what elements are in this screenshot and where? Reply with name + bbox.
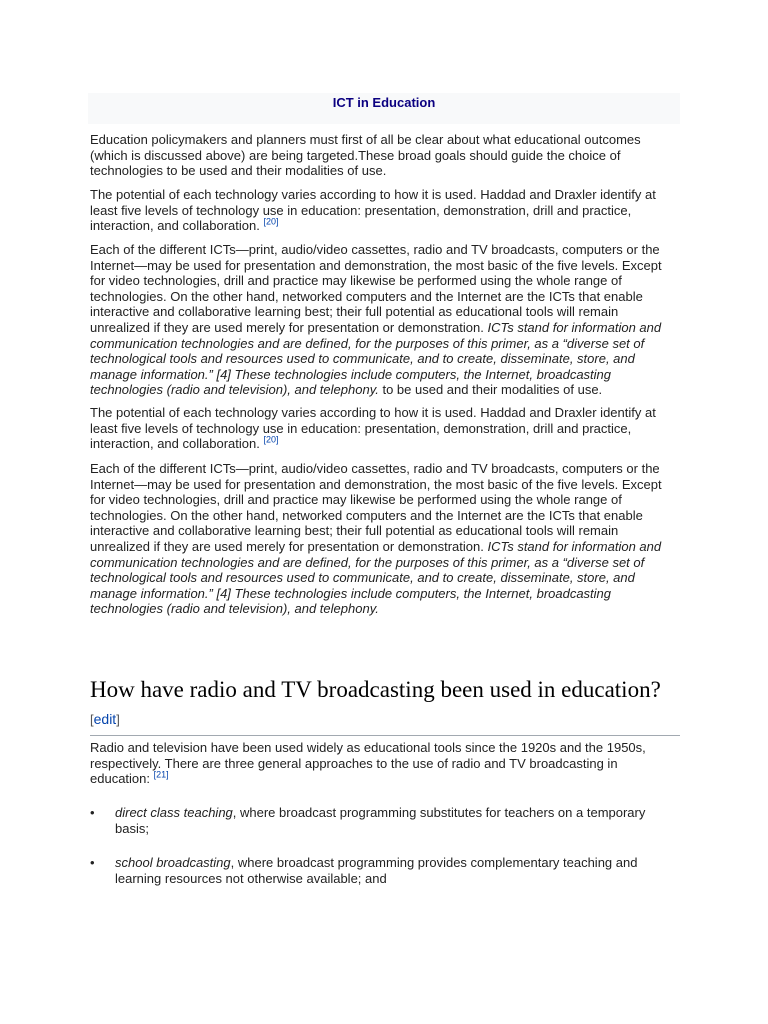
- paragraph-1-text: Education policymakers and planners must first of all be clear about what educational outcomes (which is discussed above) are being targeted.These broad goals should guide the choice of technologies to be used and their modalities of use.: [90, 132, 641, 179]
- table-caption: ICT in Education: [332, 95, 436, 110]
- paragraph-3: [90, 242, 680, 398]
- list-item-text: [115, 805, 655, 836]
- paragraph-3-italic: ICTs stand for information and communication technologies and are defined, for the purposes of this primer, as a “diverse set of technological tools and resources used to communicate, and to create, disseminate, store, and manage information.” [4] These technologies include computers, the Internet, broadcasting technologies (radio and television), and telephony.: [90, 319, 662, 398]
- paragraph-4: [90, 405, 680, 452]
- paragraph-2-text: The potential of each technology varies according to how it is used. Haddad and Draxler identify at least five levels of technology use in education: presentation, demonstration, drill and practice, interaction, and collaboration.: [90, 187, 656, 234]
- list-item-text: [115, 855, 655, 886]
- list-item-desc: , where broadcast programming substitutes for teachers on a temporary basis;: [115, 805, 646, 836]
- paragraph-4-text: The potential of each technology varies according to how it is used. Haddad and Draxler identify at least five levels of technology use in education: presentation, demonstration, drill and practice, interaction, and collaboration.: [90, 405, 656, 452]
- edit-link[interactable]: edit: [93, 711, 117, 727]
- bullet-icon: •: [90, 805, 95, 820]
- paragraph-5-text: Each of the different ICTs—print, audio/video cassettes, radio and TV broadcasts, computers or the Internet—may be used for presentation and demonstration, the most basic of the five levels. Except for video technologies, drill and practice may likewise be performed using the whole range of technologies. On the other hand, networked computers and the Internet are the ICTs that enable interactive and collaborative learning best; their full potential as educational tools will remain unrealized if they are used merely for presentation or demonstration.: [90, 461, 662, 554]
- section-intro-text: Radio and television have been used widely as educational tools since the 1920s and the 1950s, respectively. There are three general approaches to the use of radio and TV broadcasting in education:: [90, 740, 646, 787]
- table-caption-bar: [88, 93, 680, 124]
- list-item-desc: , where broadcast programming provides complementary teaching and learning resources not otherwise available; and: [115, 855, 638, 886]
- paragraph-5: [90, 461, 680, 617]
- list-item-term: school broadcasting: [115, 855, 231, 870]
- paragraph-5-italic: ICTs stand for information and communication technologies and are defined, for the purposes of this primer, as a “diverse set of technological tools and resources used to communicate, and to create, disseminate, store, and manage information.” [4] These technologies include computers, the Internet, broadcasting technologies (radio and television), and telephony.: [90, 538, 662, 617]
- citation-link[interactable]: [20]: [263, 216, 279, 227]
- bullet-icon: •: [90, 855, 95, 870]
- citation-link[interactable]: [20]: [263, 434, 279, 445]
- paragraph-3-tail: to be used and their modalities of use.: [382, 382, 603, 398]
- citation-link[interactable]: [21]: [153, 769, 169, 780]
- list-item-term: direct class teaching: [115, 805, 233, 820]
- paragraph-1: [90, 132, 680, 179]
- paragraph-2: [90, 187, 680, 234]
- section-heading-text: How have radio and TV broadcasting been used in education?: [90, 677, 661, 702]
- paragraph-3-text: Each of the different ICTs—print, audio/video cassettes, radio and TV broadcasts, computers or the Internet—may be used for presentation and demonstration, the most basic of the five levels. Except for video technologies, drill and practice may likewise be performed using the whole range of technologies. On the other hand, networked computers and the Internet are the ICTs that enable interactive and collaborative learning best; their full potential as educational tools will remain unrealized if they are used merely for presentation or demonstration.: [90, 242, 662, 335]
- edit-section: [edit]: [90, 711, 120, 727]
- section-heading: [90, 676, 680, 736]
- section-intro: [90, 740, 680, 787]
